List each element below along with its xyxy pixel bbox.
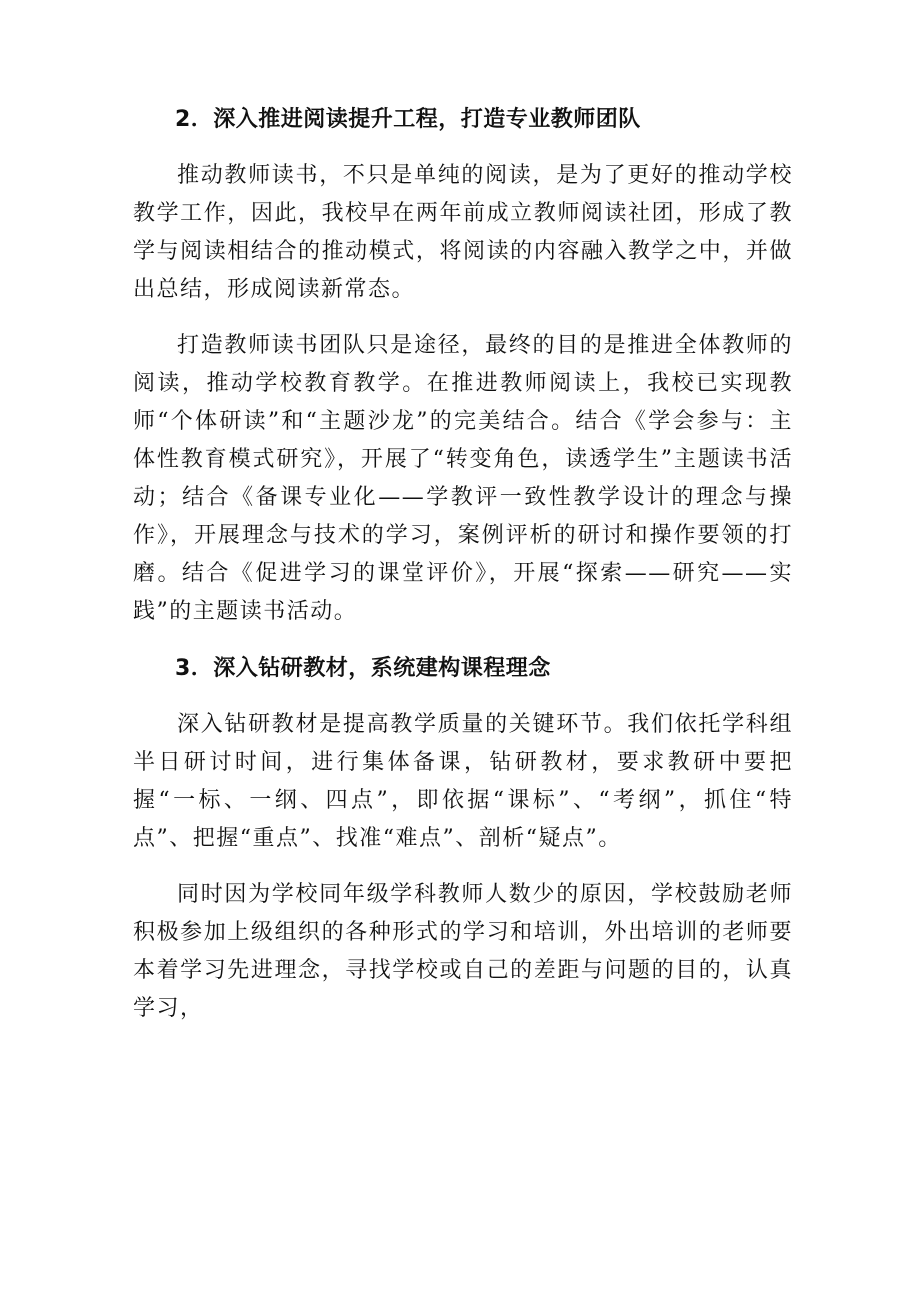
section-heading-3: 3．深入钻研教材，系统建构课程理念 bbox=[175, 656, 551, 681]
document-body bbox=[133, 100, 793, 1028]
paragraph-teacher-reading: 推动教师读书，不只是单纯的阅读，是为了更好的推动学校教学工作，因此，我校早在两年前成立教师阅读社团，形成了教学与阅读相结合的推动模式，将阅读的内容融入教学之中，并做出总结，形成阅读新常态。 bbox=[133, 163, 793, 302]
paragraph-reading-team: 打造教师读书团队只是途径，最终的目的是推进全体教师的阅读，推动学校教育教学。在推进教师阅读上，我校已实现教师“个体研读”和“主题沙龙”的完美结合。结合《学会参与：主体性教育模式研究》，开展了“转变角色，读透学生”主题读书活动；结合《备课专业化——学教评一致性教学设计的理念与操作》，开展理念与技术的学习，案例评析的研讨和操作要领的打磨。结合《促进学习的课堂评价》，开展“探索——研究——实践”的主题读书活动。 bbox=[133, 333, 793, 624]
paragraph-training: 同时因为学校同年级学科教师人数少的原因，学校鼓励老师积极参加上级组织的各种形式的学习和培训，外出培训的老师要本着学习先进理念，寻找学校或自己的差距与问题的目的，认真学习， bbox=[133, 882, 793, 1021]
section-heading-2: 2．深入推进阅读提升工程，打造专业教师团队 bbox=[175, 107, 641, 132]
paragraph-textbook-study: 深入钻研教材是提高教学质量的关键环节。我们依托学科组半日研讨时间，进行集体备课，钻研教材，要求教研中要把握“一标、一纲、四点”，即依据“课标”、“考纲”，抓住“特点”、把握“重点”、找准“难点”、剖析“疑点”。 bbox=[133, 712, 793, 851]
